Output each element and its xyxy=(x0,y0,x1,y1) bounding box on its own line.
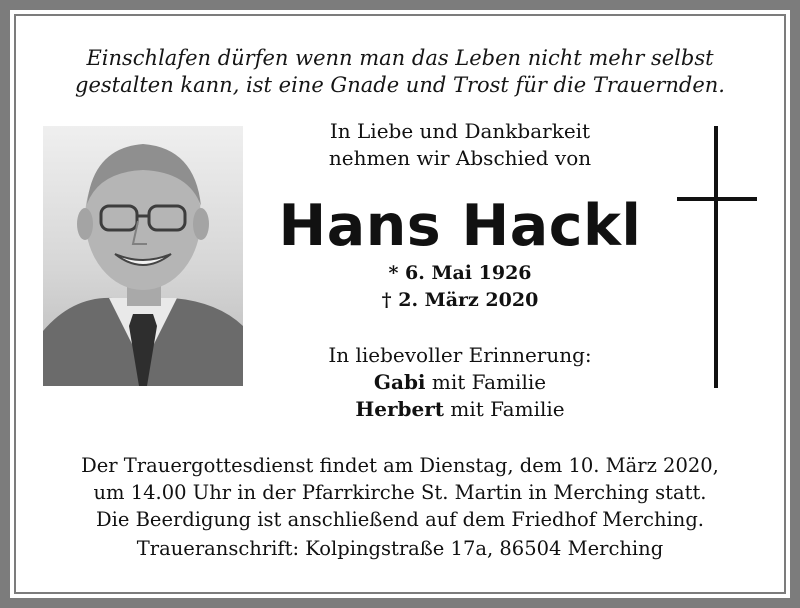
mourner-suffix: mit Familie xyxy=(444,397,565,421)
remembrance-heading: In liebevoller Erinnerung: xyxy=(328,343,592,367)
mourner-name: Herbert xyxy=(355,397,445,421)
death-date: † 2. März 2020 xyxy=(381,289,539,311)
mourner-name: Gabi xyxy=(373,370,426,394)
birth-date: * 6. Mai 1926 xyxy=(388,262,532,284)
motto-line-1: Einschlafen dürfen wenn man das Leben nicht mehr selbst xyxy=(86,46,714,70)
intro-line-2: nehmen wir Abschied von xyxy=(328,146,592,170)
intro-line-1: In Liebe und Dankbarkeit xyxy=(329,119,591,143)
service-line-3: Die Beerdigung ist anschließend auf dem Friedhof Merching. xyxy=(95,508,705,531)
mourning-address: Traueranschrift: Kolpingstraße 17a, 86504 Merching xyxy=(136,537,664,560)
remembrance-block xyxy=(256,342,664,423)
portrait-photo xyxy=(43,126,243,386)
cross-icon-bar xyxy=(677,197,757,201)
mourner-line xyxy=(256,396,664,423)
life-dates xyxy=(256,260,664,314)
deceased-name: Hans Hackl xyxy=(278,193,642,259)
intro-text xyxy=(256,118,664,172)
service-info xyxy=(22,452,778,533)
mourner-suffix: mit Familie xyxy=(425,370,547,394)
service-line-2: um 14.00 Uhr in der Pfarrkirche St. Martin in Merching statt. xyxy=(93,481,707,504)
service-line-1: Der Trauergottesdienst findet am Dienstag, dem 10. März 2020, xyxy=(81,454,719,477)
motto-quote xyxy=(30,45,770,99)
portrait-illustration xyxy=(43,126,243,386)
motto-line-2: gestalten kann, ist eine Gnade und Trost für die Trauernden. xyxy=(75,73,725,97)
mourner-line xyxy=(256,369,664,396)
cross-icon xyxy=(714,126,718,388)
